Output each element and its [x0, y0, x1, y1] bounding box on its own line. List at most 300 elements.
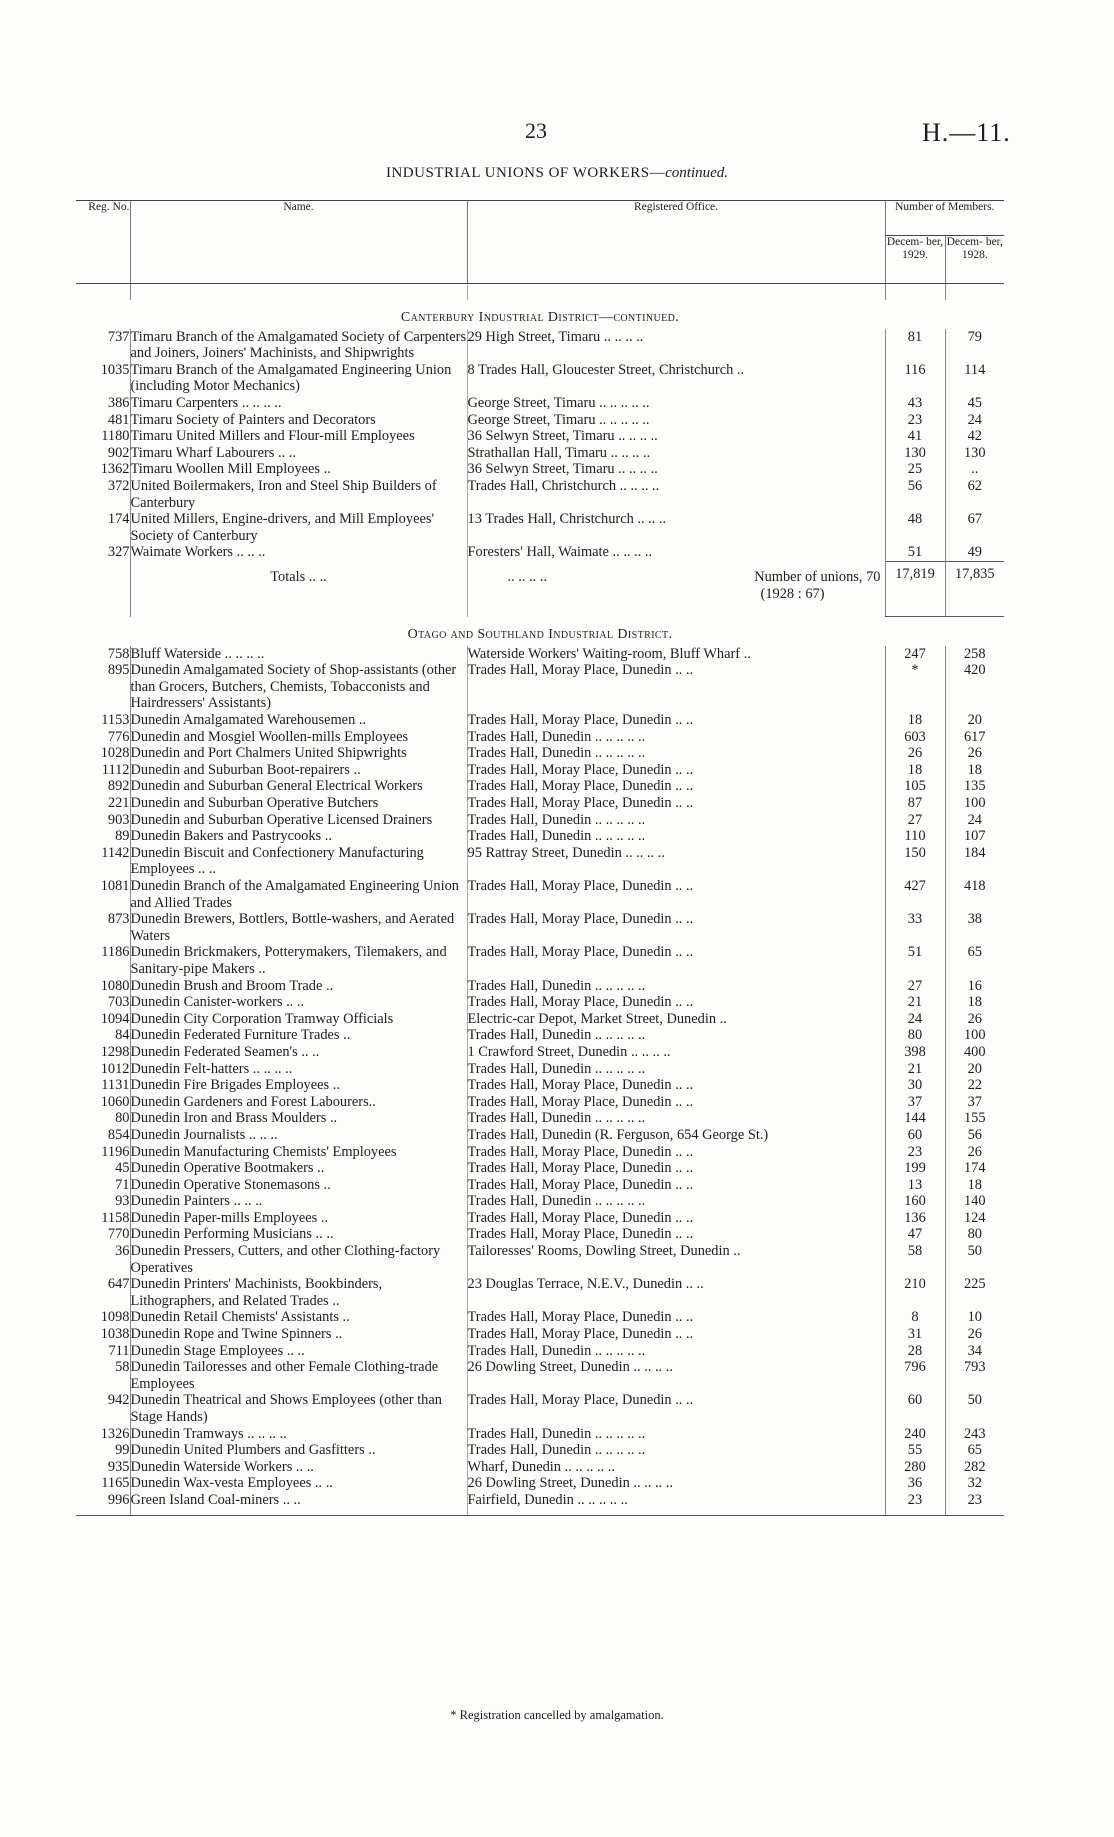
- union-name: Dunedin Gardeners and Forest Labourers..: [130, 1094, 467, 1111]
- members-1928: 62: [945, 478, 1004, 511]
- table-row: [76, 511, 1004, 544]
- table-row: [76, 1276, 1004, 1309]
- reg-number: 895: [107, 662, 130, 679]
- union-name: Timaru Wharf Labourers .. ..: [130, 445, 467, 462]
- members-1928: 45: [945, 395, 1004, 412]
- union-name: Dunedin Waterside Workers .. ..: [130, 1459, 467, 1476]
- union-name: Dunedin and Port Chalmers United Shipwrights: [130, 745, 467, 762]
- members-1929: 144: [885, 1110, 945, 1127]
- reg-number: 854: [107, 1126, 130, 1143]
- registered-office: Trades Hall, Dunedin .. .. .. .. ..: [467, 1426, 885, 1443]
- registered-office: Trades Hall, Moray Place, Dunedin .. ..: [467, 1309, 885, 1326]
- table-row: [76, 478, 1004, 511]
- members-1928: 67: [945, 511, 1004, 544]
- reg-number: 935: [107, 1458, 130, 1475]
- registered-office: Trades Hall, Dunedin .. .. .. .. ..: [467, 978, 885, 995]
- union-name: Dunedin Manufacturing Chemists' Employees: [130, 1144, 467, 1161]
- union-name: Timaru Branch of the Amalgamated Society of Carpenters and Joiners, Joiners' Machinists, and Shipwrights: [130, 328, 467, 362]
- members-1929: 21: [885, 1061, 945, 1078]
- members-1928: 18: [945, 1177, 1004, 1194]
- union-name: Dunedin City Corporation Tramway Officials: [130, 1011, 467, 1028]
- members-1929: 13: [885, 1177, 945, 1194]
- registered-office: Trades Hall, Dunedin .. .. .. .. ..: [467, 1442, 885, 1459]
- members-1929: 136: [885, 1210, 945, 1227]
- members-1928: 26: [945, 1144, 1004, 1161]
- registered-office: Trades Hall, Moray Place, Dunedin .. ..: [467, 911, 885, 944]
- table-row: [76, 1426, 1004, 1443]
- reg-number: 996: [107, 1491, 130, 1508]
- union-name: Dunedin Theatrical and Shows Employees (other than Stage Hands): [130, 1392, 467, 1425]
- registered-office: George Street, Timaru .. .. .. .. ..: [467, 412, 885, 429]
- reg-number: 36: [115, 1243, 130, 1260]
- members-1929: 55: [885, 1442, 945, 1459]
- canterbury-heading: Canterbury Industrial District—continued.: [400, 310, 680, 325]
- union-name: Dunedin Printers' Machinists, Bookbinders, Lithographers, and Related Trades ..: [130, 1276, 467, 1309]
- table-row: [76, 1011, 1004, 1028]
- registered-office: Fairfield, Dunedin .. .. .. .. ..: [467, 1492, 885, 1509]
- members-1929: 47: [885, 1226, 945, 1243]
- members-1929: 25: [885, 461, 945, 478]
- table-row: [76, 362, 1004, 395]
- table-row: [76, 428, 1004, 445]
- union-name: Dunedin Iron and Brass Moulders ..: [130, 1110, 467, 1127]
- registered-office: Trades Hall, Moray Place, Dunedin .. ..: [467, 795, 885, 812]
- members-1928: 100: [945, 795, 1004, 812]
- members-1928: 100: [945, 1027, 1004, 1044]
- totals-previous-count: (1928 : 67): [760, 586, 825, 602]
- table-row: [76, 395, 1004, 412]
- union-name: United Boilermakers, Iron and Steel Ship Builders of Canterbury: [130, 478, 467, 511]
- registered-office: Trades Hall, Moray Place, Dunedin .. ..: [467, 1144, 885, 1161]
- members-1929: 8: [885, 1309, 945, 1326]
- table-row: [76, 994, 1004, 1011]
- union-name: Dunedin Brickmakers, Potterymakers, Tilemakers, and Sanitary-pipe Makers ..: [130, 944, 467, 977]
- registered-office: Trades Hall, Dunedin .. .. .. .. ..: [467, 828, 885, 845]
- registered-office: Tailoresses' Rooms, Dowling Street, Dunedin ..: [467, 1243, 885, 1276]
- reg-number: 903: [107, 811, 130, 828]
- registered-office: Trades Hall, Moray Place, Dunedin .. ..: [467, 944, 885, 977]
- table-row: [76, 1127, 1004, 1144]
- registered-office: 23 Douglas Terrace, N.E.V., Dunedin .. ..: [467, 1276, 885, 1309]
- members-1929: 130: [885, 445, 945, 462]
- canterbury-totals: [76, 561, 1004, 645]
- table-row: [76, 1326, 1004, 1343]
- union-name: Dunedin Retail Chemists' Assistants ..: [130, 1309, 467, 1326]
- reg-number: 372: [107, 477, 130, 494]
- reg-number: 758: [107, 645, 130, 662]
- registered-office: Trades Hall, Dunedin .. .. .. .. ..: [467, 729, 885, 746]
- reg-number: 737: [107, 328, 130, 345]
- reg-number: 58: [115, 1359, 130, 1376]
- members-1928: 50: [945, 1392, 1004, 1425]
- table-row: [76, 911, 1004, 944]
- reg-number: 1028: [100, 745, 130, 762]
- registered-office: 36 Selwyn Street, Timaru .. .. .. ..: [467, 461, 885, 478]
- members-1928: 20: [945, 712, 1004, 729]
- registered-office: 29 High Street, Timaru .. .. .. ..: [467, 329, 885, 362]
- reg-number: 1298: [100, 1043, 130, 1060]
- table-row: [76, 1492, 1004, 1509]
- registered-office: Electric-car Depot, Market Street, Dunedin ..: [467, 1011, 885, 1028]
- members-1929: 43: [885, 395, 945, 412]
- title-main: INDUSTRIAL UNIONS OF WORKERS—: [385, 165, 666, 181]
- registered-office: Trades Hall, Christchurch .. .. .. ..: [467, 478, 885, 511]
- table-row: [76, 1094, 1004, 1111]
- registered-office: Trades Hall, Moray Place, Dunedin .. ..: [467, 778, 885, 795]
- registered-office: Trades Hall, Dunedin .. .. .. .. ..: [467, 1343, 885, 1360]
- registered-office: 36 Selwyn Street, Timaru .. .. .. ..: [467, 428, 885, 445]
- members-1929: 23: [885, 1492, 945, 1509]
- members-1928: 18: [945, 762, 1004, 779]
- union-name: Dunedin and Mosgiel Woollen-mills Employees: [130, 729, 467, 746]
- union-name: Dunedin Biscuit and Confectionery Manufacturing Employees .. ..: [130, 845, 467, 878]
- totals-dots: .. .. .. ..: [507, 569, 548, 586]
- reg-number: 1196: [101, 1143, 130, 1160]
- registered-office: 13 Trades Hall, Christchurch .. .. ..: [467, 511, 885, 544]
- members-1928: 107: [945, 828, 1004, 845]
- reg-number: 1094: [100, 1010, 130, 1027]
- registered-office: 26 Dowling Street, Dunedin .. .. .. ..: [467, 1475, 885, 1492]
- members-1928: 114: [945, 362, 1004, 395]
- registered-office: 95 Rattray Street, Dunedin .. .. .. ..: [467, 845, 885, 878]
- members-1928: 26: [945, 1326, 1004, 1343]
- registered-office: Trades Hall, Moray Place, Dunedin .. ..: [467, 1226, 885, 1243]
- registered-office: Trades Hall, Moray Place, Dunedin .. ..: [467, 712, 885, 729]
- table-row: [76, 1177, 1004, 1194]
- table-row: [76, 878, 1004, 911]
- page-title: [0, 165, 1114, 182]
- totals-members-1929: 17,819: [885, 561, 945, 616]
- union-name: Dunedin and Suburban Boot-repairers ..: [130, 762, 467, 779]
- page-number: 23: [525, 118, 547, 143]
- reg-number: 1158: [101, 1209, 130, 1226]
- members-1929: 58: [885, 1243, 945, 1276]
- reg-number: 647: [107, 1276, 130, 1293]
- members-1928: 420: [945, 662, 1004, 712]
- union-name: Green Island Coal-miners .. ..: [130, 1492, 467, 1509]
- members-1928: 282: [945, 1459, 1004, 1476]
- table-row: [76, 1459, 1004, 1476]
- reg-number: 1165: [101, 1475, 130, 1492]
- union-name: Dunedin Fire Brigades Employees ..: [130, 1077, 467, 1094]
- registered-office: 26 Dowling Street, Dunedin .. .. .. ..: [467, 1359, 885, 1392]
- members-1928: 18: [945, 994, 1004, 1011]
- reg-number: 327: [107, 544, 130, 561]
- members-1929: 210: [885, 1276, 945, 1309]
- members-1929: 24: [885, 1011, 945, 1028]
- union-name: Timaru United Millers and Flour-mill Employees: [130, 428, 467, 445]
- table-row: [76, 778, 1004, 795]
- registered-office: Trades Hall, Dunedin .. .. .. .. ..: [467, 1061, 885, 1078]
- reg-number: 93: [115, 1193, 130, 1210]
- members-1929: 150: [885, 845, 945, 878]
- members-1928: ..: [945, 461, 1004, 478]
- reg-number: 703: [107, 994, 130, 1011]
- members-1929: 87: [885, 795, 945, 812]
- members-1929: 60: [885, 1127, 945, 1144]
- document-code: H.—11.: [922, 118, 1011, 147]
- members-1928: 124: [945, 1210, 1004, 1227]
- members-1928: 243: [945, 1426, 1004, 1443]
- table-row: [76, 1027, 1004, 1044]
- members-1929: 33: [885, 911, 945, 944]
- table-row: [76, 445, 1004, 462]
- reg-number: 45: [115, 1160, 130, 1177]
- members-1928: 37: [945, 1094, 1004, 1111]
- reg-number: 1112: [101, 761, 130, 778]
- members-1928: 65: [945, 1442, 1004, 1459]
- union-name: United Millers, Engine-drivers, and Mill Employees' Society of Canterbury: [130, 511, 467, 544]
- registered-office: Trades Hall, Moray Place, Dunedin .. ..: [467, 878, 885, 911]
- registered-office: Trades Hall, Dunedin .. .. .. .. ..: [467, 812, 885, 829]
- table-row: [76, 1243, 1004, 1276]
- reg-number: 71: [115, 1176, 130, 1193]
- union-name: Dunedin Tramways .. .. .. ..: [130, 1426, 467, 1443]
- table-row: [76, 1359, 1004, 1392]
- members-1929: 36: [885, 1475, 945, 1492]
- members-1928: 22: [945, 1077, 1004, 1094]
- union-name: Dunedin and Suburban Operative Licensed Drainers: [130, 812, 467, 829]
- members-1929: 796: [885, 1359, 945, 1392]
- members-1929: 28: [885, 1343, 945, 1360]
- union-name: Dunedin Performing Musicians .. ..: [130, 1226, 467, 1243]
- table-row: [76, 1110, 1004, 1127]
- footnote: * Registration cancelled by amalgamation.: [450, 1708, 664, 1722]
- union-name: Dunedin United Plumbers and Gasfitters ..: [130, 1442, 467, 1459]
- members-1929: 27: [885, 812, 945, 829]
- members-1928: 617: [945, 729, 1004, 746]
- members-1929: 41: [885, 428, 945, 445]
- otago-section: [76, 646, 1004, 1509]
- reg-number: 1060: [100, 1093, 130, 1110]
- otago-heading: Otago and Southland Industrial District.: [407, 627, 673, 643]
- registered-office: Trades Hall, Moray Place, Dunedin .. ..: [467, 1392, 885, 1425]
- members-1929: 199: [885, 1160, 945, 1177]
- table-row: [76, 795, 1004, 812]
- registered-office: Trades Hall, Moray Place, Dunedin .. ..: [467, 994, 885, 1011]
- reg-number: 1098: [100, 1309, 130, 1326]
- reg-number: 1326: [100, 1425, 130, 1442]
- registered-office: Trades Hall, Dunedin .. .. .. .. ..: [467, 745, 885, 762]
- members-1929: 37: [885, 1094, 945, 1111]
- table-row: [76, 1144, 1004, 1161]
- table-row: [76, 712, 1004, 729]
- members-1929: 27: [885, 978, 945, 995]
- table-row: [76, 412, 1004, 429]
- union-name: Dunedin Tailoresses and other Female Clothing-trade Employees: [130, 1359, 467, 1392]
- members-1929: 26: [885, 745, 945, 762]
- union-name: Dunedin Amalgamated Warehousemen ..: [130, 712, 467, 729]
- union-name: Dunedin Amalgamated Society of Shop-assistants (other than Grocers, Butchers, Chemists, Tobacconists and Hairdressers' Assistants): [130, 662, 467, 712]
- members-1929: 398: [885, 1044, 945, 1061]
- table-row: [76, 1309, 1004, 1326]
- reg-number: 770: [107, 1226, 130, 1243]
- members-1928: 184: [945, 845, 1004, 878]
- table-row: [76, 1475, 1004, 1492]
- header-number-of-members: Number of Members.: [885, 201, 1004, 236]
- union-name: Dunedin and Suburban General Electrical Workers: [130, 778, 467, 795]
- reg-number: 1186: [101, 944, 130, 961]
- union-name: Dunedin Federated Furniture Trades ..: [130, 1027, 467, 1044]
- members-1928: 38: [945, 911, 1004, 944]
- table-row: [76, 812, 1004, 829]
- table-row: [76, 329, 1004, 362]
- members-1929: 116: [885, 362, 945, 395]
- reg-number: 902: [107, 444, 130, 461]
- header-reg-no: Reg. No.: [76, 201, 130, 284]
- members-1929: 160: [885, 1193, 945, 1210]
- union-name: Dunedin Stage Employees .. ..: [130, 1343, 467, 1360]
- members-1928: 225: [945, 1276, 1004, 1309]
- header-december-1928: Decem- ber, 1928.: [945, 236, 1004, 284]
- reg-number: 711: [108, 1342, 130, 1359]
- members-1928: 140: [945, 1193, 1004, 1210]
- members-1928: 258: [945, 646, 1004, 663]
- members-1929: 427: [885, 878, 945, 911]
- members-1928: 26: [945, 745, 1004, 762]
- registered-office: Trades Hall, Moray Place, Dunedin .. ..: [467, 1160, 885, 1177]
- union-name: Dunedin Wax-vesta Employees .. ..: [130, 1475, 467, 1492]
- members-1928: 79: [945, 329, 1004, 362]
- header-registered-office: Registered Office.: [467, 201, 885, 284]
- union-name: Dunedin Pressers, Cutters, and other Clothing-factory Operatives: [130, 1243, 467, 1276]
- reg-number: 386: [107, 394, 130, 411]
- header-december-1929: Decem- ber, 1929.: [885, 236, 945, 284]
- members-1929: 60: [885, 1392, 945, 1425]
- table-row: [76, 845, 1004, 878]
- reg-number: 1153: [101, 712, 130, 729]
- members-1929: 280: [885, 1459, 945, 1476]
- canterbury-section: [76, 284, 1004, 562]
- union-name: Dunedin Branch of the Amalgamated Engineering Union and Allied Trades: [130, 878, 467, 911]
- members-1928: 32: [945, 1475, 1004, 1492]
- registered-office: Trades Hall, Moray Place, Dunedin .. ..: [467, 1177, 885, 1194]
- reg-number: 1038: [100, 1326, 130, 1343]
- registered-office: Trades Hall, Dunedin .. .. .. .. ..: [467, 1193, 885, 1210]
- registered-office: Strathallan Hall, Timaru .. .. .. ..: [467, 445, 885, 462]
- header-name: Name.: [130, 201, 467, 284]
- registered-office: Trades Hall, Dunedin .. .. .. .. ..: [467, 1110, 885, 1127]
- members-1928: 24: [945, 412, 1004, 429]
- table-row: [76, 1160, 1004, 1177]
- union-name: Dunedin and Suburban Operative Butchers: [130, 795, 467, 812]
- members-1929: 603: [885, 729, 945, 746]
- union-name: Bluff Waterside .. .. .. ..: [130, 646, 467, 663]
- title-suffix: continued.: [665, 165, 728, 181]
- registered-office: Trades Hall, Moray Place, Dunedin .. ..: [467, 1210, 885, 1227]
- table-row: [76, 978, 1004, 995]
- members-1928: 56: [945, 1127, 1004, 1144]
- registered-office: Trades Hall, Moray Place, Dunedin .. ..: [467, 662, 885, 712]
- members-1928: 65: [945, 944, 1004, 977]
- members-1928: 16: [945, 978, 1004, 995]
- members-1928: 34: [945, 1343, 1004, 1360]
- members-1929: 31: [885, 1326, 945, 1343]
- reg-number: 1081: [100, 878, 130, 894]
- registered-office: Foresters' Hall, Waimate .. .. .. ..: [467, 544, 885, 561]
- members-1929: 21: [885, 994, 945, 1011]
- reg-number: 84: [115, 1027, 130, 1044]
- members-1928: 26: [945, 1011, 1004, 1028]
- union-name: Dunedin Felt-hatters .. .. .. ..: [130, 1061, 467, 1078]
- members-1929: 56: [885, 478, 945, 511]
- table-row: [76, 745, 1004, 762]
- table-row: [76, 646, 1004, 663]
- registered-office: Trades Hall, Dunedin (R. Ferguson, 654 George St.): [467, 1127, 885, 1144]
- registered-office: Trades Hall, Dunedin .. .. .. .. ..: [467, 1027, 885, 1044]
- totals-label: Totals .. ..: [130, 561, 467, 616]
- members-1928: 130: [945, 445, 1004, 462]
- table-row: [76, 461, 1004, 478]
- members-1928: 793: [945, 1359, 1004, 1392]
- members-1929: 80: [885, 1027, 945, 1044]
- table-row: [76, 1442, 1004, 1459]
- union-name: Dunedin Paper-mills Employees ..: [130, 1210, 467, 1227]
- union-name: Dunedin Journalists .. .. ..: [130, 1127, 467, 1144]
- union-name: Dunedin Painters .. .. ..: [130, 1193, 467, 1210]
- reg-number: 776: [107, 728, 130, 745]
- registered-office: 8 Trades Hall, Gloucester Street, Christchurch ..: [467, 362, 885, 395]
- union-name: Dunedin Canister-workers .. ..: [130, 994, 467, 1011]
- registered-office: Trades Hall, Moray Place, Dunedin .. ..: [467, 762, 885, 779]
- union-name: Waimate Workers .. .. ..: [130, 544, 467, 561]
- table-row: [76, 1061, 1004, 1078]
- union-name: Dunedin Operative Stonemasons ..: [130, 1177, 467, 1194]
- members-1929: 105: [885, 778, 945, 795]
- members-1929: 51: [885, 944, 945, 977]
- union-name: Timaru Branch of the Amalgamated Engineering Union (including Motor Mechanics): [130, 362, 467, 395]
- table-row: [76, 544, 1004, 561]
- members-1929: 81: [885, 329, 945, 362]
- members-1929: 30: [885, 1077, 945, 1094]
- reg-number: 1362: [100, 461, 130, 478]
- members-1929: 247: [885, 646, 945, 663]
- union-name: Dunedin Brush and Broom Trade ..: [130, 978, 467, 995]
- members-1929: 23: [885, 1144, 945, 1161]
- table-row: [76, 1210, 1004, 1227]
- members-1929: 110: [885, 828, 945, 845]
- table-row: [76, 1226, 1004, 1243]
- union-name: Dunedin Bakers and Pastrycooks ..: [130, 828, 467, 845]
- reg-number: 174: [107, 511, 130, 528]
- table-row: [76, 1193, 1004, 1210]
- reg-number: 1080: [100, 977, 130, 994]
- members-1928: 10: [945, 1309, 1004, 1326]
- members-1929: 23: [885, 412, 945, 429]
- members-1928: 400: [945, 1044, 1004, 1061]
- reg-number: 481: [107, 411, 130, 428]
- reg-number: 1012: [100, 1060, 130, 1077]
- registered-office: Wharf, Dunedin .. .. .. .. ..: [467, 1459, 885, 1476]
- registered-office: George Street, Timaru .. .. .. .. ..: [467, 395, 885, 412]
- reg-number: 942: [107, 1392, 130, 1409]
- totals-union-count: Number of unions, 70: [754, 569, 881, 586]
- totals-members-1928: 17,835: [945, 561, 1004, 616]
- reg-number: 221: [107, 795, 130, 812]
- members-1928: 24: [945, 812, 1004, 829]
- reg-number: 892: [107, 778, 130, 795]
- reg-number: 89: [115, 828, 130, 845]
- registered-office: Trades Hall, Moray Place, Dunedin .. ..: [467, 1094, 885, 1111]
- table-row: [76, 1343, 1004, 1360]
- members-1928: 418: [945, 878, 1004, 911]
- union-name: Dunedin Operative Bootmakers ..: [130, 1160, 467, 1177]
- members-1929: 51: [885, 544, 945, 561]
- table-row: [76, 1077, 1004, 1094]
- members-1928: 80: [945, 1226, 1004, 1243]
- registered-office: 1 Crawford Street, Dunedin .. .. .. ..: [467, 1044, 885, 1061]
- registered-office: Trades Hall, Moray Place, Dunedin .. ..: [467, 1077, 885, 1094]
